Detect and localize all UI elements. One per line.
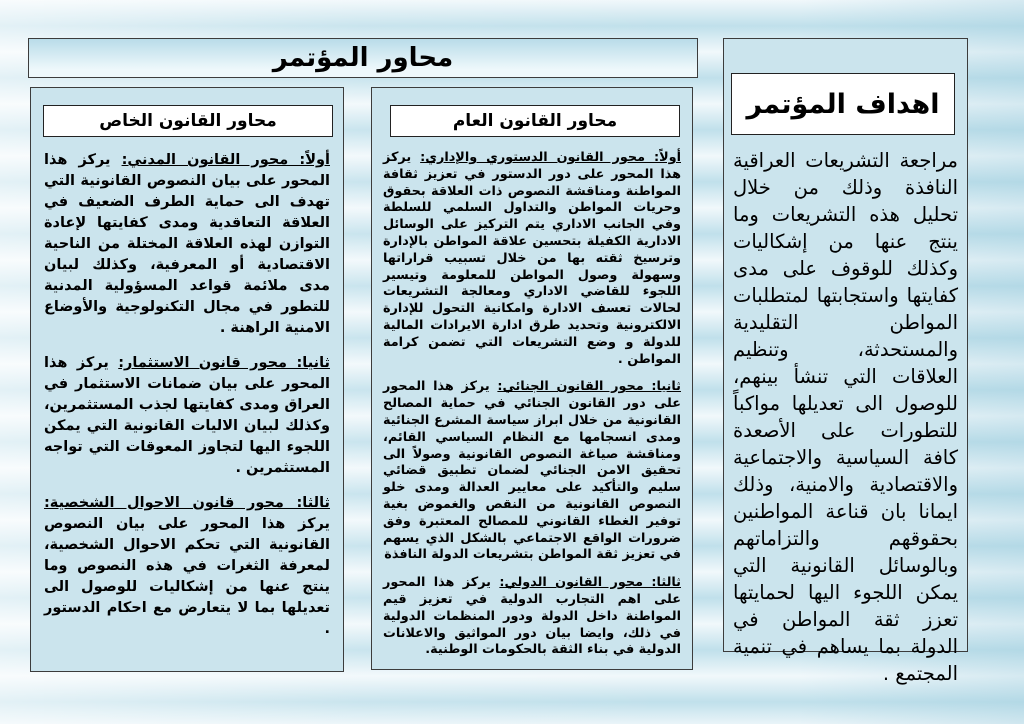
conference-axes-header [28, 38, 698, 78]
private-law-title: محاور القانون الخاص [99, 111, 277, 131]
public-law-section-2 [383, 379, 681, 564]
objectives-panel [723, 38, 968, 685]
public-law-section-3-heading: ثالثا: محور القانون الدولي: [499, 575, 681, 591]
private-law-section-3-heading: ثالثا: محور قانون الاحوال الشخصية: [44, 495, 330, 511]
private-law-section-1-heading: أولاً: محور القانون المدني: [121, 152, 330, 168]
public-law-section-1 [383, 150, 681, 368]
public-law-section-1-heading: أولاً: محور القانون الدستوري والإداري: [420, 150, 681, 165]
private-law-section-3-text: يركز هذا المحور على بيان النصوص القانونية التي تحكم الاحوال الشخصية، لمعرفة الثغرات في هذه النصوص وما ينتج عنها من إشكاليات للوصول الى تعديلها بما لا يتعارض مع احكام الدستور . [44, 516, 330, 637]
private-law-section-1-text: يركز هذا المحور على بيان النصوص القانونية التي تهدف الى حماية الطرف الضعيف في العلاقة التعاقدية ومدى كفايتها لإعادة التوازن لهذه العلاقة المختلة من الناحية الاقتصادية أو المعرفية، وكذلك لبيان مدى ملائمة قواعد المسؤولية المدنية للتطور في مجال التكنولوجية والأوضاع الامنية الراهنة . [44, 152, 330, 336]
public-law-section-3 [383, 575, 681, 659]
public-law-section-2-text: يركز هذا المحور على دور القانون الجنائي في حماية المصالح القانونية من خلال ابراز سياسة المشرع الجنائية ومدى انسجامها مع النظام السياسي القائم، ومناقشة صياغة النصوص القانونية وصولاً الى تحقيق الامن الجنائي لضمان تطبيق قضائي سليم والتأكيد على معايير العدالة ومدى خلو النصوص القانونية من النقص والغموض بغية توفير الغطاء القانوني للمصالح المعتبرة وفق ضرورات الواقع الاجتماعي بالشكل الذي يسهم في تعزيز ثقة المواطن بتشريعات الدولة النافذة [383, 379, 681, 563]
public-law-section-1-text: يركز هذا المحور على دور الدستور في تعزيز ثقافة المواطنة ومناقشة النصوص ذات العلاقة بحقوق وحريات المواطن والتداول السلمي للسلطة وفي الجانب الاداري يتم التركيز على الوسائل الادارية الكفيلة بتحسين علاقة المواطن بالإدارة وترسيخ ثقته بها من خلال تسبيب قراراتها وسهولة وصول المواطن للمعلومة وتيسير اللجوء للقاضي الاداري ومعالجة التشريعات لحالات تعسف الادارة وامكانية التحول للإدارة الالكترونية وتحديد طرق ادارة الايرادات المالية للدولة و وضع التشريعات التي تضمن كرامة المواطن . [383, 150, 681, 367]
private-law-body [44, 150, 330, 654]
objectives-title-box [731, 73, 955, 135]
private-law-section-1 [44, 150, 330, 339]
private-law-section-2-text: يركز هذا المحور على بيان ضمانات الاستثمار في العراق ومدى كفايتها لجذب المستثمرين، وكذلك لبيان الاليات القانونية التي يمكن اللجوء اليها لتجاوز المعوقات التي تواجه المستثمرين . [44, 355, 330, 476]
public-law-panel [371, 87, 693, 670]
private-law-title-box [43, 105, 333, 137]
objectives-paragraph: مراجعة التشريعات العراقية النافذة وذلك من خلال تحليل هذه التشريعات وما ينتج عنها من إشكاليات وكذلك للوقوف على مدى كفايتها واستجابتها لمتطلبات المواطن التقليدية والمستحدثة، وتنظيم العلاقات التي تنشأ بينهم، للوصول الى تعديلها مواكباً للتطورات على الأصعدة كافة السياسية والاجتماعية والاقتصادية والامنية، وذلك ايمانا بان قناعة المواطنين بحقوقهم والتزاماتهم وبالوسائل القانونية التي يمكن اللجوء اليها لحمايتها تعزز ثقة المواطن في الدولة بما يساهم في تنمية المجتمع . [733, 149, 958, 685]
objectives-body [733, 147, 958, 687]
public-law-section-3-text: يركز هذا المحور على اهم التجارب الدولية في تعزيز قيم المواطنة داخل الدولة ودور المنظمات الدولية في ذلك، وايضا بيان دور المواثيق والاعلانات الدولية في بناء الثقة بالحكومات الوطنية. [383, 575, 681, 658]
private-law-section-2 [44, 353, 330, 479]
public-law-title: محاور القانون العام [452, 111, 618, 131]
public-law-section-2-heading: ثانيا: محور القانون الجنائي: [497, 379, 681, 395]
private-law-section-3 [44, 493, 330, 640]
public-law-title-box [390, 105, 680, 137]
public-law-body [383, 150, 681, 670]
header-title: محاور المؤتمر [272, 43, 454, 73]
private-law-panel [30, 87, 344, 672]
objectives-title: اهداف المؤتمر [746, 88, 940, 120]
private-law-section-2-heading: ثانيا: محور قانون الاستثمار: [118, 355, 330, 371]
